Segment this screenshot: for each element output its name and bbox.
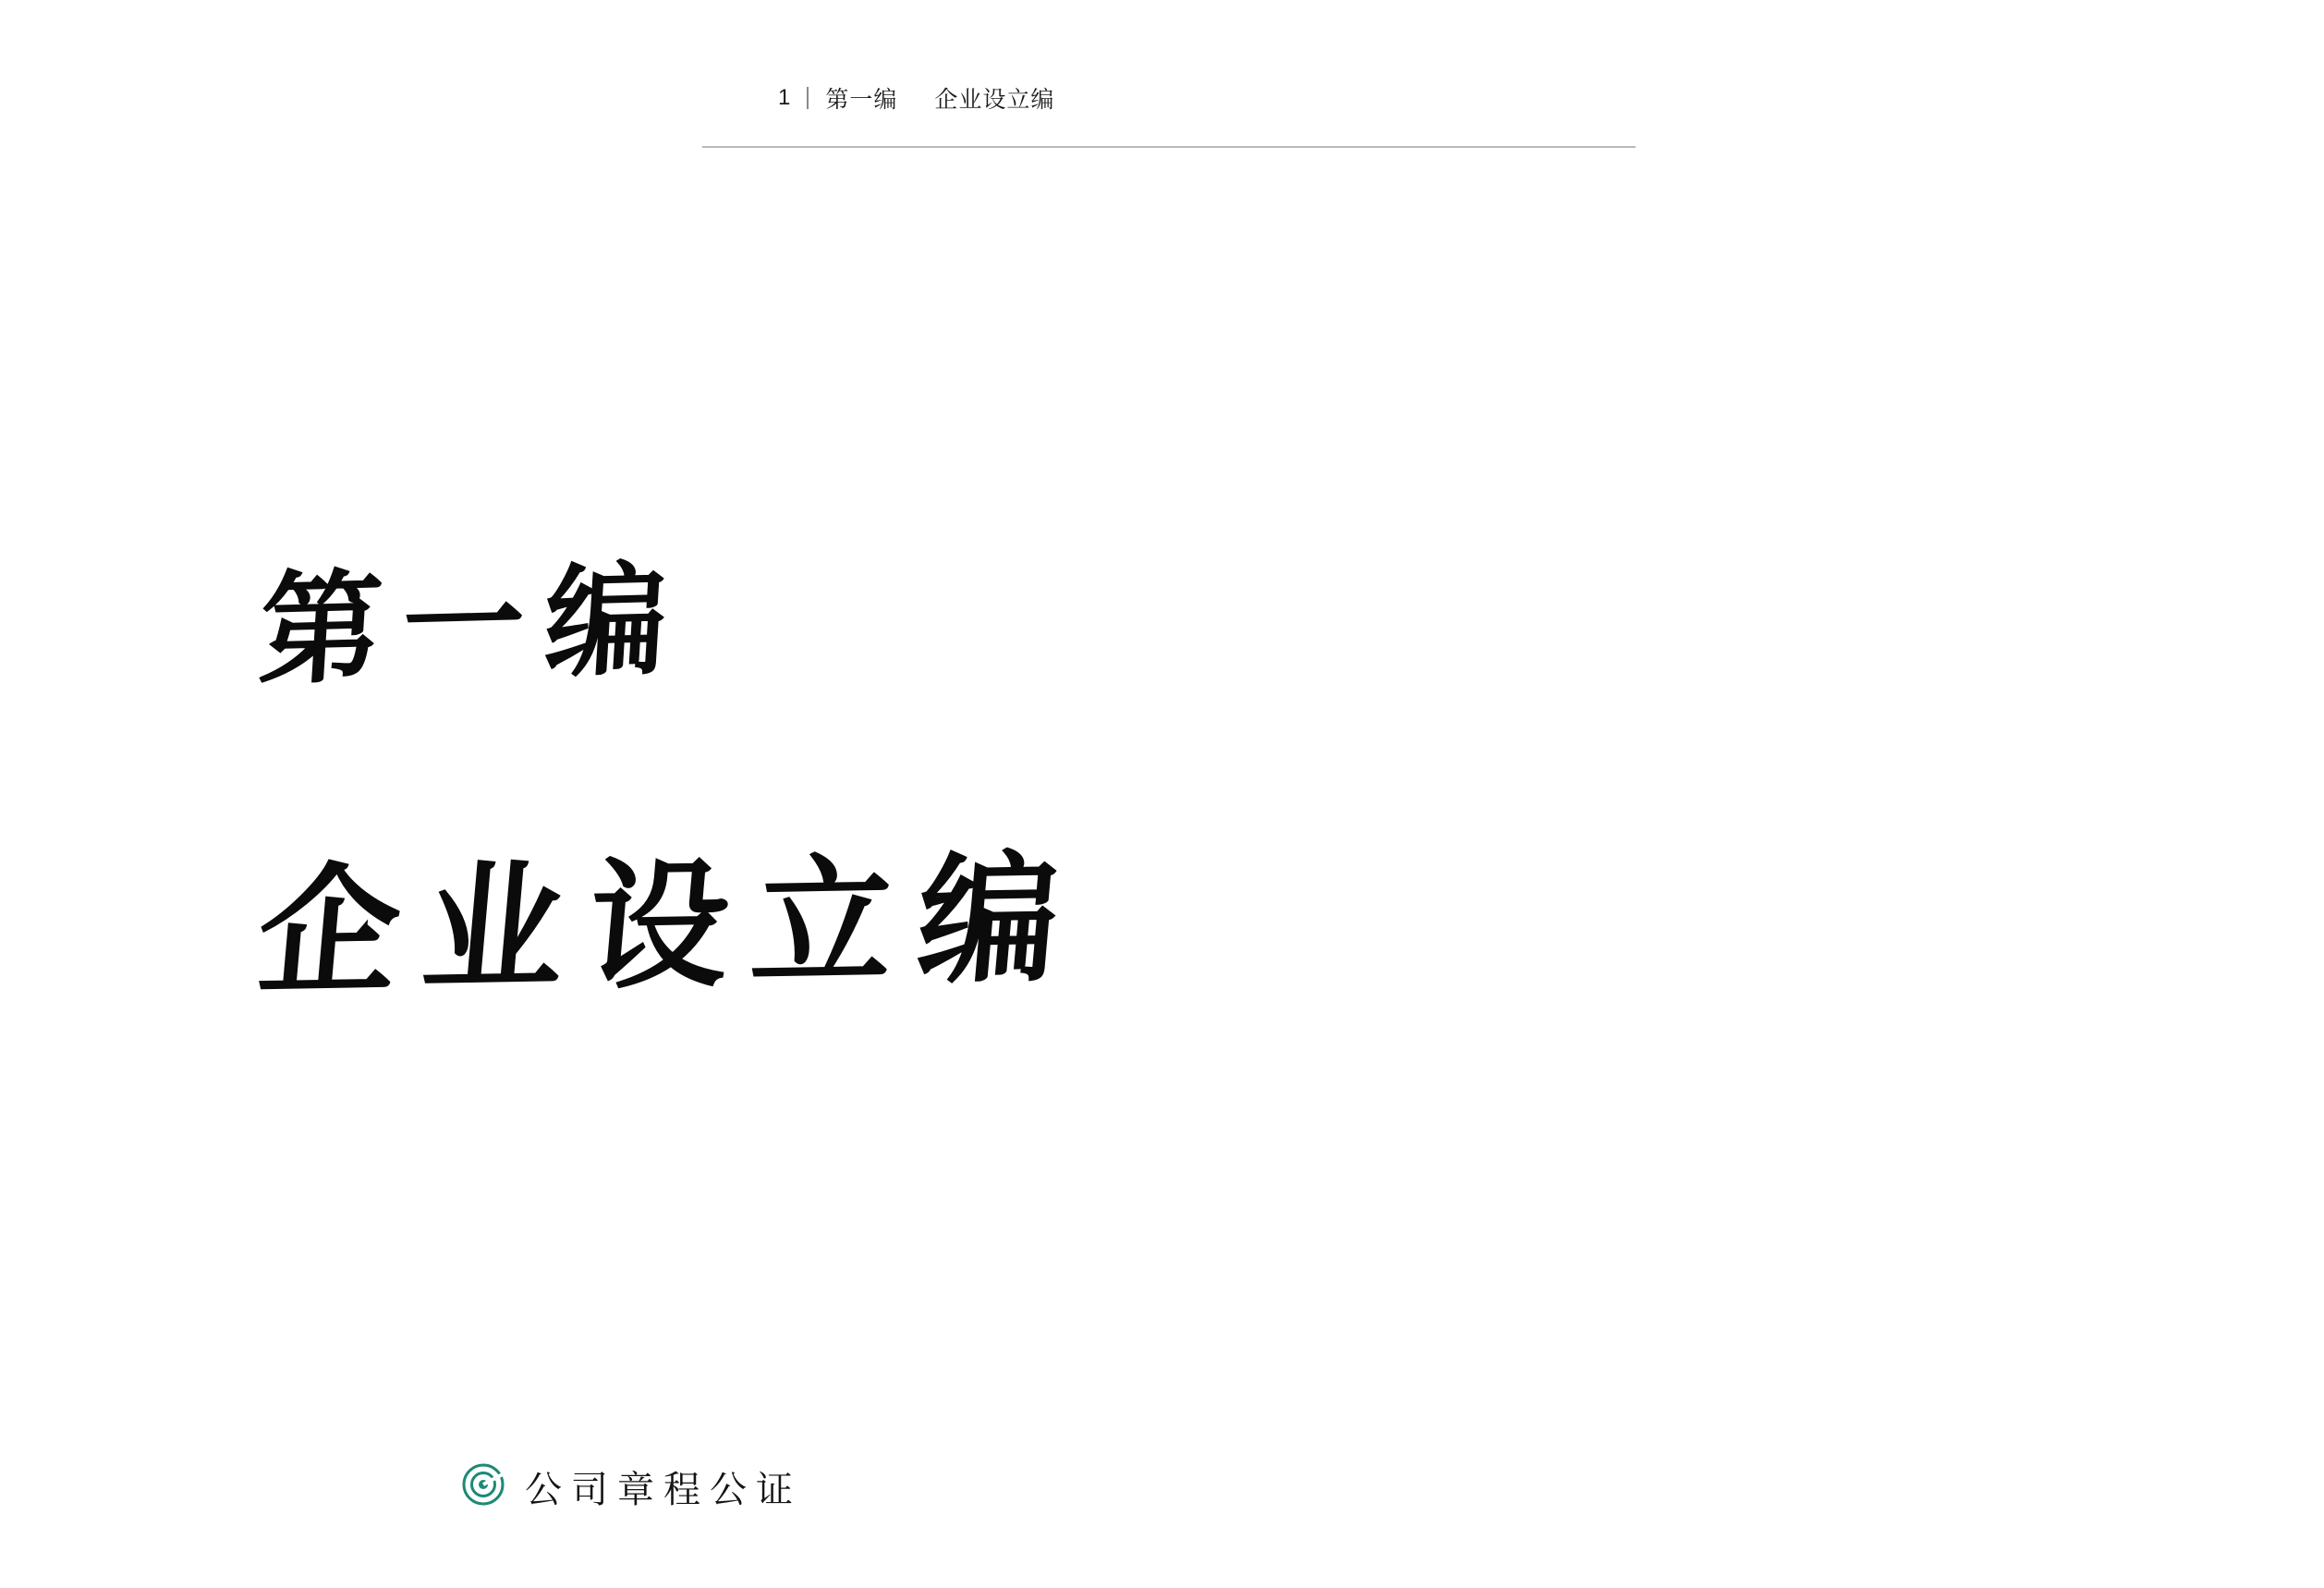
right-page [1162, 0, 2324, 1588]
brand-line [462, 1460, 802, 1513]
left-running-head [778, 81, 1054, 115]
part-title-line-2: 企业设立编 [251, 842, 1089, 1012]
target-logo-icon [462, 1463, 505, 1510]
running-head-divider [807, 87, 809, 109]
left-running-head-section: 第一编 [825, 87, 898, 113]
brand-text: 公司章程公证 [525, 1470, 802, 1510]
left-running-head-title: 企业设立编 [934, 87, 1055, 113]
part-title-line-1: 第一编 [255, 552, 692, 701]
left-page-number: 1 [778, 85, 791, 110]
